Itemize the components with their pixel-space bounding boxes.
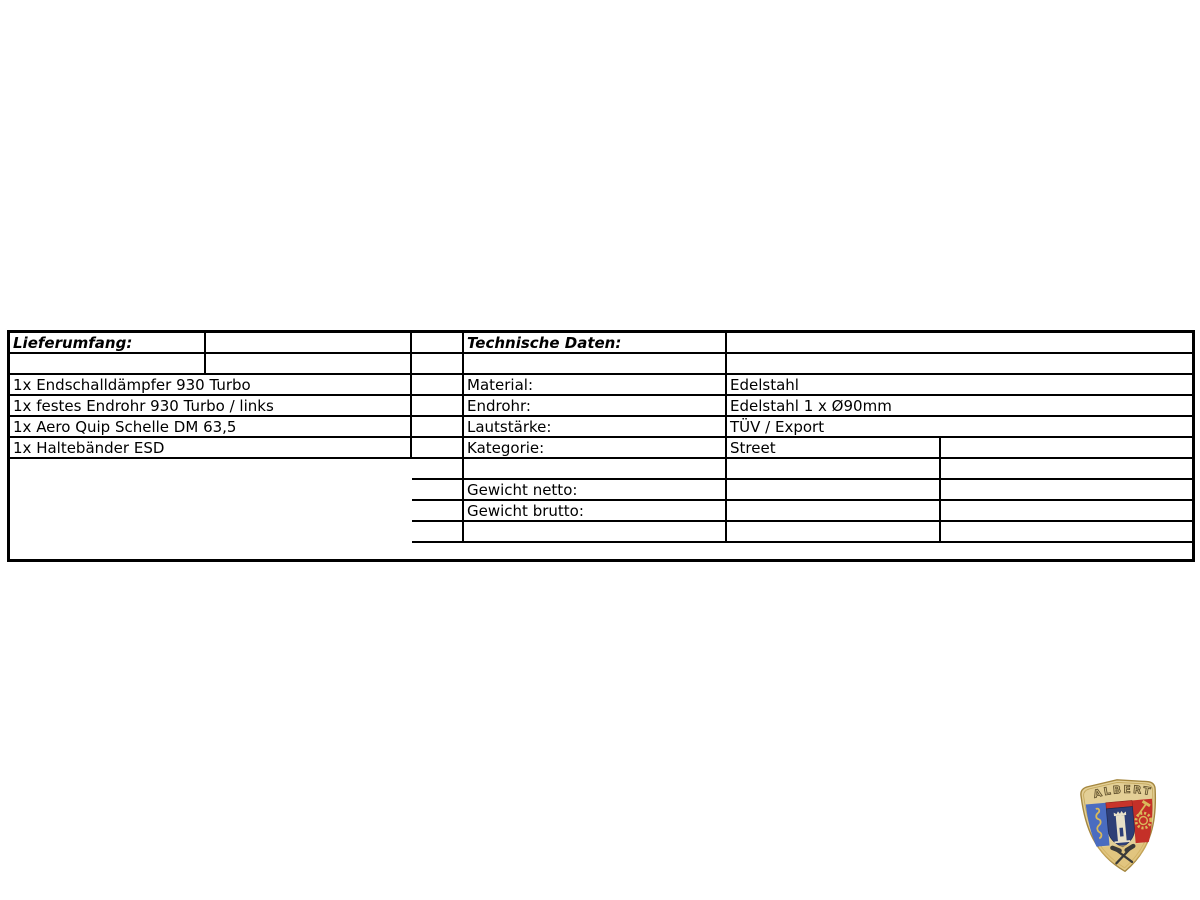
empty-cell — [206, 354, 412, 375]
delivery-item: 1x festes Endrohr 930 Turbo / links — [10, 396, 412, 417]
spec-label-endrohr: Endrohr: — [464, 396, 727, 417]
spec-value-kategorie: Street — [727, 438, 941, 459]
spec-label-material: Material: — [464, 375, 727, 396]
spacer-cell — [412, 459, 464, 480]
crest-bottom-field — [1097, 843, 1150, 872]
crest-brand-text: ALBERT — [1092, 783, 1154, 801]
spec-value-gewicht-netto — [727, 480, 941, 501]
spec-label-gewicht-brutto: Gewicht brutto: — [464, 501, 727, 522]
spec-value-lautstaerke: TÜV / Export — [727, 417, 1192, 438]
empty-cell — [941, 522, 1192, 543]
right-table-title: Technische Daten: — [464, 333, 727, 354]
spacer-cell — [412, 354, 464, 375]
spacer-cell — [412, 438, 464, 459]
delivery-item: 1x Endschalldämpfer 930 Turbo — [10, 375, 412, 396]
spec-label-kategorie: Kategorie: — [464, 438, 727, 459]
empty-cell — [727, 522, 941, 543]
empty-cell — [464, 522, 727, 543]
empty-cell — [941, 480, 1192, 501]
delivery-item: 1x Haltebänder ESD — [10, 438, 412, 459]
spacer-cell — [412, 417, 464, 438]
left-table-title: Lieferumfang: — [10, 333, 206, 354]
left-table-empty-area — [10, 459, 414, 543]
empty-cell — [727, 459, 941, 480]
empty-cell — [10, 354, 206, 375]
right-table-header-empty-cell — [727, 333, 1192, 354]
spacer-cell — [412, 396, 464, 417]
empty-cell — [464, 459, 727, 480]
spacer-cell — [412, 522, 464, 543]
spacer-cell — [412, 501, 464, 522]
spacer-cell — [412, 480, 464, 501]
empty-cell — [727, 354, 1192, 375]
spec-value-material: Edelstahl — [727, 375, 1192, 396]
empty-cell — [941, 501, 1192, 522]
spacer-cell — [412, 333, 464, 354]
empty-cell — [464, 354, 727, 375]
spec-label-gewicht-netto: Gewicht netto: — [464, 480, 727, 501]
spacer-cell — [412, 375, 464, 396]
left-table-header-empty-cell — [206, 333, 412, 354]
spec-value-gewicht-brutto — [727, 501, 941, 522]
empty-cell — [941, 459, 1192, 480]
empty-cell — [941, 438, 1192, 459]
delivery-item: 1x Aero Quip Schelle DM 63,5 — [10, 417, 412, 438]
spec-value-endrohr: Edelstahl 1 x Ø90mm — [727, 396, 1192, 417]
spec-label-lautstaerke: Lautstärke: — [464, 417, 727, 438]
albert-motorsport-crest-logo — [1070, 773, 1172, 879]
